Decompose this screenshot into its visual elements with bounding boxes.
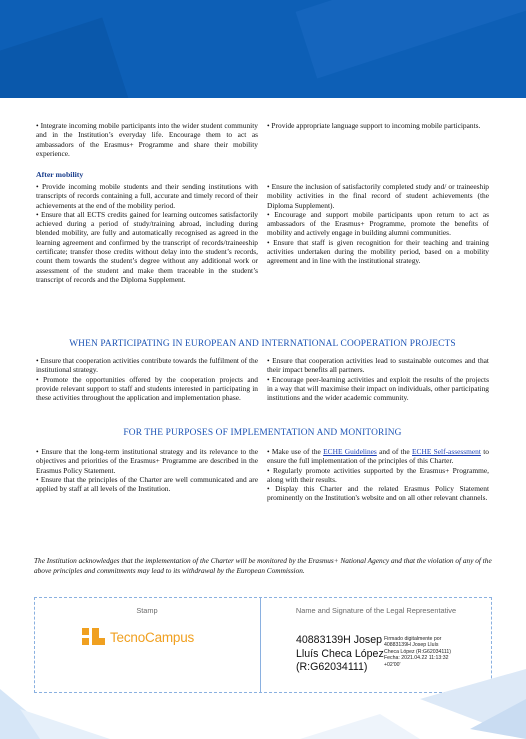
implementation-left-item: • Ensure that the long-term institutional strategy and its relevance to the objectives and priorities of the Erasmus+ Programme are described in the Erasmus Policy Statement. bbox=[36, 447, 258, 475]
after-mobility-left-item: • Provide incoming mobile students and their sending institutions with transcripts of records containing a full, accurate and timely record of their achievements at the end of the mobility period. bbox=[36, 182, 258, 210]
implementation-right-item: • Regularly promote activities supported by the Erasmus+ Programme, along with their results. bbox=[267, 465, 489, 484]
implementation-text-fragment: to ensure the full implementation of the principles of this Charter. bbox=[267, 447, 489, 466]
after-mobility-left-item: • Ensure that all ECTS credits gained for learning outcomes satisfactorily achieved during a period of study/training abroad, including during blended mobility, are fully and automatically recognised as agreed in the learning agreement and confirmed by the transcript of records/traineeship certificate; transfer those credits without delay into the student’s records, count them towards the student’s degree without any additional work or assessment of the student and make them traceable in the student’s transcript of records and the Diploma Supplement. bbox=[36, 209, 258, 284]
after-mobility-right-item: • Encourage and support mobile participants upon return to act as ambassadors of the Erasmus+ Programme, promote the benefits of mobility and actively engage in building alumni communities. bbox=[267, 209, 489, 238]
european-left-column bbox=[36, 356, 258, 402]
implementation-text-fragment: and of the bbox=[376, 447, 413, 456]
eche-self-assessment-link[interactable]: ECHE Self-assessment bbox=[412, 447, 481, 456]
stamp-label: Stamp bbox=[136, 606, 158, 615]
tecnocampus-logo-icon bbox=[82, 628, 106, 646]
signer-line: (R:G62034111) bbox=[296, 661, 368, 673]
implementation-section-title: FOR THE PURPOSES OF IMPLEMENTATION AND MONITORING bbox=[123, 428, 402, 438]
european-right-column bbox=[267, 356, 489, 402]
tecnocampus-logo bbox=[82, 628, 194, 646]
after-mobility-left-column bbox=[36, 182, 258, 284]
after-mobility-heading: After mobility bbox=[36, 170, 84, 179]
footer-decoration bbox=[0, 659, 526, 739]
intro-left-text: • Integrate incoming mobile participants into the wider student community and in the Institution’s everyday life. Encourage them to act as ambassadors of the Erasmus+ Programme and share their mobility experience. bbox=[36, 121, 258, 158]
cert-line: +02'00' bbox=[384, 661, 401, 668]
after-mobility-right-column bbox=[267, 182, 489, 266]
european-right-item: • Ensure that cooperation activities lead to sustainable outcomes and that their impact benefits all partners. bbox=[267, 356, 489, 375]
after-mobility-right-item: • Ensure that staff is given recognition for their teaching and training activities undertaken during the mobility period, based on a mobility agreement and in line with the institutional strategy. bbox=[267, 237, 489, 266]
intro-left-column bbox=[36, 121, 258, 158]
implementation-left-item: • Ensure that the principles of the Charter are well communicated and are applied by staff at all levels of the Institution. bbox=[36, 474, 258, 494]
signer-line: 40883139H Josep bbox=[296, 634, 382, 646]
intro-right-text: • Provide appropriate language support to incoming mobile participants. bbox=[267, 121, 481, 130]
implementation-left-column bbox=[36, 447, 258, 493]
implementation-right-column bbox=[267, 447, 489, 503]
cert-line: Fecha: 2021.04.22 11:13:32 bbox=[384, 655, 449, 662]
implementation-text-fragment: • Make use of the bbox=[267, 447, 324, 456]
implementation-right-item: • Display this Charter and the related Erasmus Policy Statement prominently on the Institution's website and on all other relevant channels. bbox=[267, 484, 489, 503]
after-mobility-right-item: • Ensure the inclusion of satisfactorily completed study and/ or traineeship mobility activities in the final record of student achievements (the Diploma Supplement). bbox=[267, 182, 489, 210]
cert-line: Checa López (R:G62034111) bbox=[384, 648, 451, 655]
european-left-item: • Ensure that cooperation activities contribute towards the fulfilment of the institutional strategy. bbox=[36, 356, 258, 375]
cert-line: 40883139H Josep Lluís bbox=[384, 642, 439, 649]
banner-decoration bbox=[296, 0, 526, 78]
header-banner bbox=[0, 0, 526, 98]
charter-statement: The Institution acknowledges that the implementation of the Charter will be monitored by the Erasmus+ National Agency and that the violation of any of the above principles and commitments may lead to its withdrawal by the European Commission. bbox=[34, 556, 492, 575]
banner-decoration bbox=[0, 17, 130, 98]
signature-label: Name and Signature of the Legal Representative bbox=[295, 606, 457, 615]
european-section-title: WHEN PARTICIPATING IN EUROPEAN AND INTERNATIONAL COOPERATION PROJECTS bbox=[69, 339, 456, 349]
intro-right-column bbox=[267, 121, 489, 130]
european-left-item: • Promote the opportunities offered by the cooperation projects and provide relevant support to staff and students interested in participating in these activities throughout the application and implementation phase. bbox=[36, 374, 258, 403]
european-right-item: • Encourage peer-learning activities and exploit the results of the projects in a way that will maximise their impact on individuals, other participating institutions and the wider academic community. bbox=[267, 374, 489, 403]
signer-line: Lluís Checa López bbox=[296, 647, 384, 660]
implementation-right-item bbox=[267, 447, 489, 466]
cert-line: Firmado digitalmente por bbox=[384, 636, 442, 642]
logo-text: TecnoCampus bbox=[110, 629, 195, 645]
eche-guidelines-link[interactable]: ECHE Guidelines bbox=[323, 447, 377, 456]
